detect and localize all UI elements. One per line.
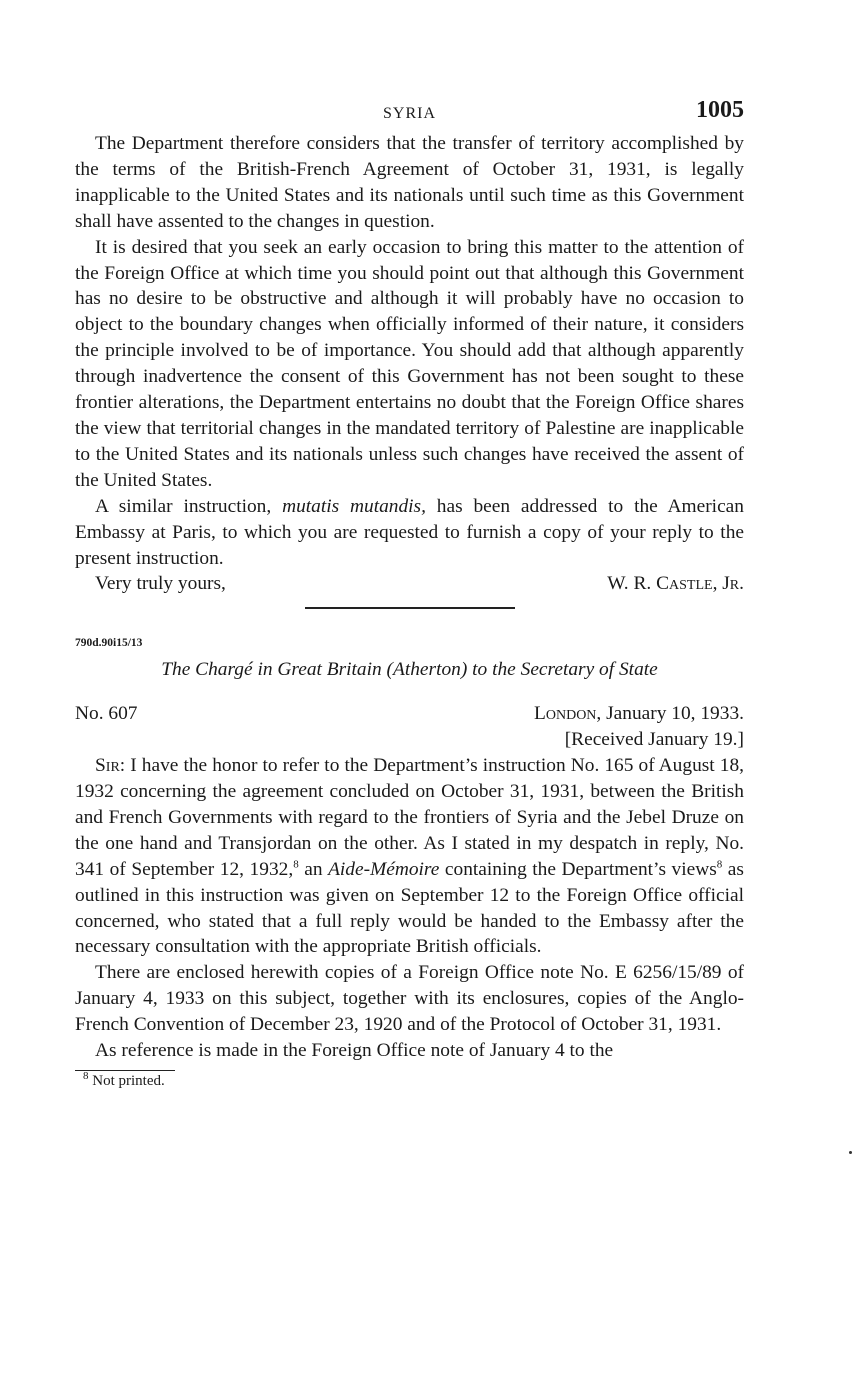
salutation: Sir: <box>95 755 126 777</box>
letter-p1-italic: Aide-Mémoire <box>328 858 440 880</box>
section-divider <box>305 607 515 609</box>
footnote-text: Not printed. <box>92 1073 165 1089</box>
letter-p1-c: containing the Department’s views <box>444 858 717 880</box>
paragraph-3-end: has been addressed to the American Embassy at Paris, to which you are requested to furnish a copy of your reply to the present instruction. <box>75 495 744 569</box>
paragraph-1: The Department therefore considers that the transfer of territory accomplished by the terms of the British-French Agreement of October 31, 1931, is legally inapplicable to the United States and its nationals until such time as this Government shall have assented to the changes in question. <box>75 133 744 232</box>
footnote-ref: 8 <box>293 858 299 871</box>
closing-line <box>75 571 744 597</box>
signature: W. R. Castle, Jr. <box>607 573 744 595</box>
page-header <box>75 95 744 131</box>
footnote-rule <box>75 1070 175 1071</box>
document-page <box>75 95 744 1090</box>
letter-p1-a: I have the honor to refer to the Department’s instruction No. 165 of August 18, 1932 concerning the agreement concluded on October 31, 1931, between the British and French Governments with regard to the frontiers of Syria and the Jebel Druze on the one hand and Transjordan on the other. As I stated in my despatch in reply, No. 341 of September 12, 1932, <box>75 755 744 880</box>
complimentary-close: Very truly yours, <box>95 573 226 595</box>
page-number: 1005 <box>696 97 744 123</box>
footnote-ref: 8 <box>716 858 723 871</box>
footnote <box>75 1070 744 1090</box>
despatch-number: No. 607 <box>75 703 138 725</box>
date: January 10, 1933. <box>606 703 744 725</box>
place-date <box>534 701 744 727</box>
letter-paragraph-2: There are enclosed herewith copies of a Foreign Office note No. E 6256/15/89 of January 4, 1933 on this subject, together with its enclosures, copies of the Anglo-French Convention of December 23, 1920 and of the Protocol of October 31, 1931. <box>75 962 744 1036</box>
running-title: SYRIA <box>382 105 436 122</box>
letter-paragraph-1 <box>75 753 744 960</box>
dateline <box>75 701 744 727</box>
paragraph-2: It is desired that you seek an early occasion to bring this matter to the attention of the Foreign Office at which time you should point out that although this Government has no desire to be obstructive and although it will probably have no occasion to object to the boundary changes when officially informed of their nature, it considers the principle involved to be of importance. You should add that although apparently through inadvertence the consent of this Government has not been sought to these frontier alterations, the Department entertains no doubt that the Foreign Office shares the view that territorial changes in the mandated territory of Palestine are inapplicable to the United States and its nationals unless such changes have received the assent of the United States. <box>75 236 744 491</box>
letter-paragraph-3: As reference is made in the Foreign Office note of January 4 to the <box>95 1040 614 1062</box>
paragraph-3-start: A similar instruction, <box>95 495 272 517</box>
paragraph-3-italic: mutatis mutandis, <box>282 495 426 517</box>
scan-speck <box>849 1151 852 1154</box>
letter-p1-d: as outlined in this instruction was given on September 12 to the Foreign Office official concerned, who stated that a full reply would be handed to the Embassy after the necessary consultation with the appropriate British officials. <box>75 858 744 958</box>
footnote-mark: 8 <box>83 1070 89 1082</box>
place: London, <box>534 703 602 725</box>
paragraph-3 <box>75 494 744 572</box>
letter-p1-b: an <box>298 858 323 880</box>
document-title: The Chargé in Great Britain (Atherton) to the Secretary of State <box>161 659 658 681</box>
file-number: 790d.90i15/13 <box>75 637 143 650</box>
received-date: [Received January 19.] <box>564 729 744 751</box>
